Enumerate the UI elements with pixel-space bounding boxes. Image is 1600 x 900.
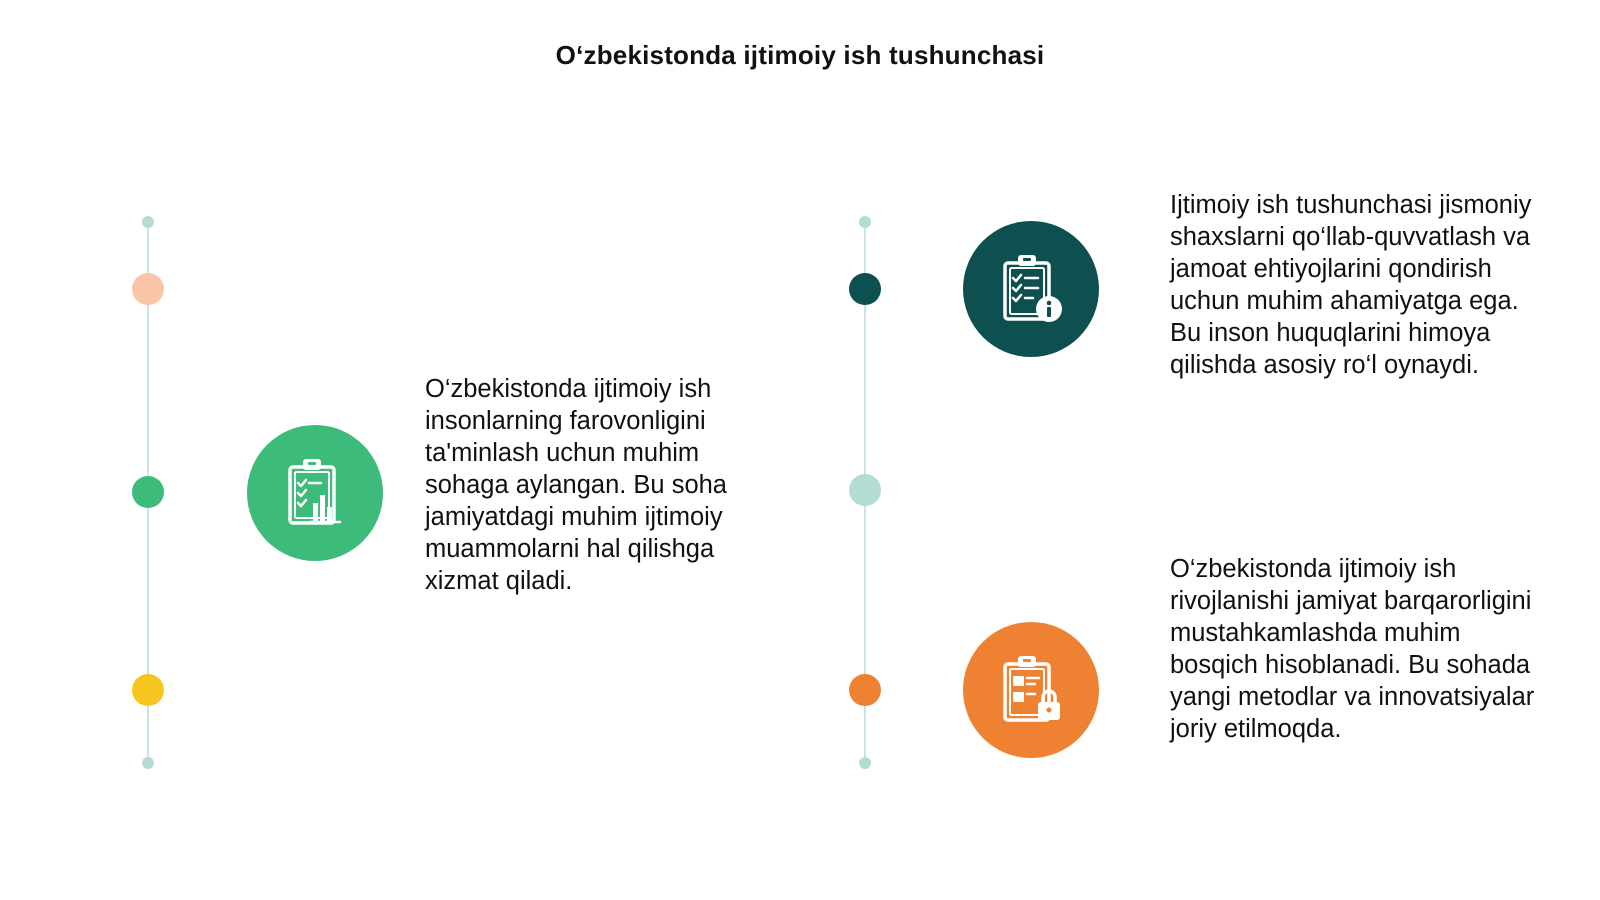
item-1-text: O‘zbekistonda ijtimoiy ish insonlarning farovonligini ta'minlash uchun muhim sohaga aylangan. Bu soha jamiyatdagi muhim ijtimoiy muammolarni hal qilishga xizmat qiladi. [425,375,727,595]
left-marker-peach [132,273,164,305]
page-title: O‘zbekistonda ijtimoiy ish tushunchasi [555,40,1045,70]
right-timeline-end-dot [859,757,871,769]
item-3-icon-circle [963,622,1099,758]
clipboard-chart-icon [277,455,353,531]
clipboard-checklist-info-icon [993,251,1069,327]
left-marker-yellow [132,674,164,706]
item-1-icon-circle [247,425,383,561]
item-3-text: O‘zbekistonda ijtimoiy ish rivojlanishi jamiyat barqarorligini mustahkamlashda muhim bosqich hisoblanadi. Bu sohada yangi metodlar va innovatsiyalar joriy etilmoqda. [1170,555,1535,743]
right-timeline-start-dot [859,216,871,228]
left-timeline-end-dot [142,757,154,769]
left-timeline-start-dot [142,216,154,228]
right-marker-orange [849,674,881,706]
item-2-icon-circle [963,221,1099,357]
item-2-text: Ijtimoiy ish tushunchasi jismoniy shaxslarni qo‘llab-quvvatlash va jamoat ehtiyojlarini qondirish uchun muhim ahamiyatga ega. Bu inson huquqlarini himoya qilishda asosiy ro‘l oynaydi. [1170,191,1532,379]
right-marker-dark-teal [849,273,881,305]
left-marker-green [132,476,164,508]
clipboard-lock-icon [993,652,1069,728]
right-marker-light-teal [849,474,881,506]
